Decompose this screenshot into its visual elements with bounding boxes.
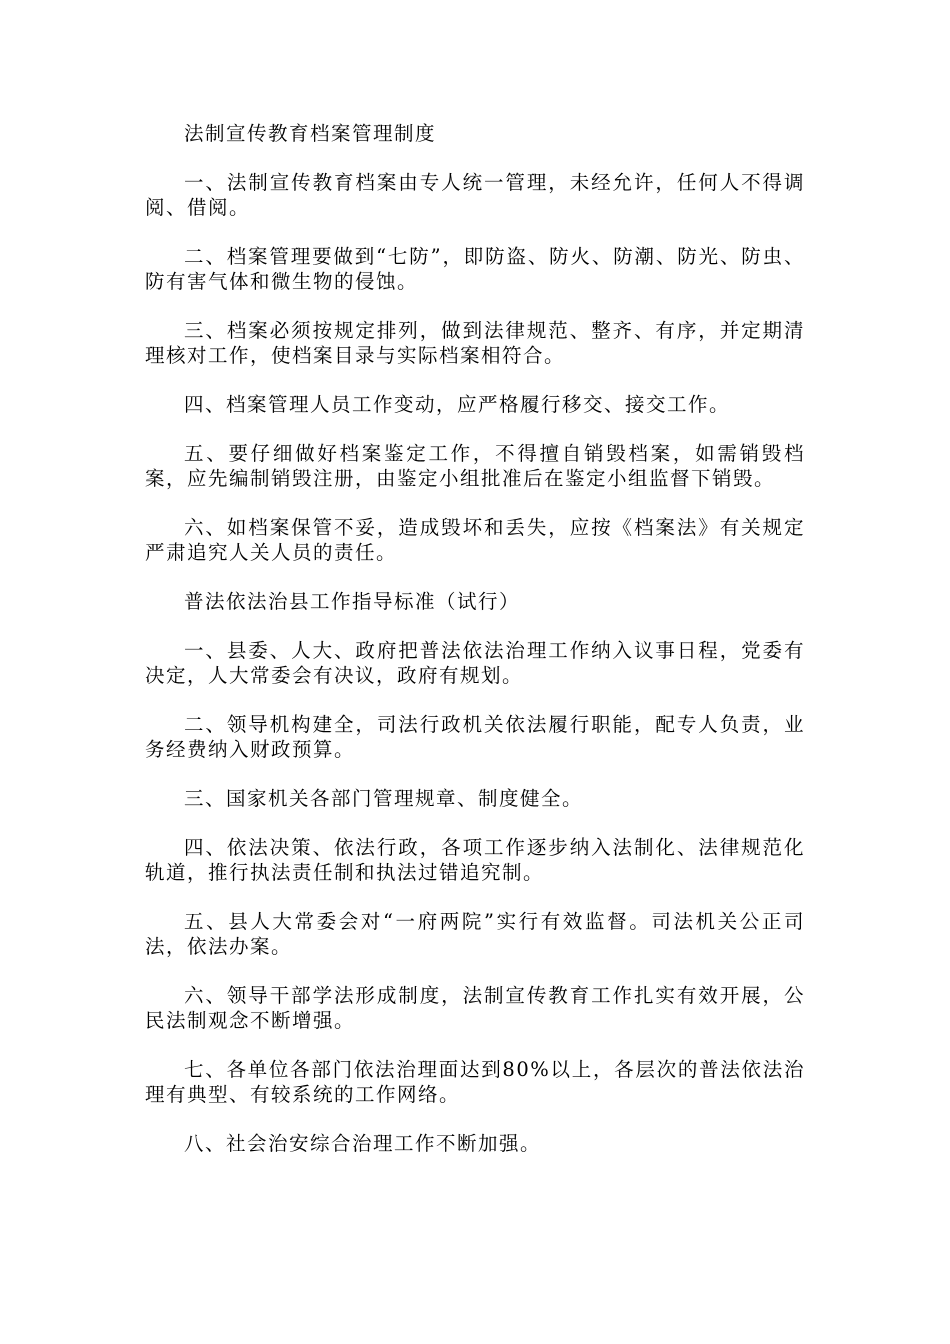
archive-rule-2: 二、档案管理要做到“七防”，即防盗、防火、防潮、防光、防虫、防有害气体和微生物的侵蚀。 xyxy=(145,245,805,293)
archive-rule-4: 四、档案管理人员工作变动，应严格履行移交、接交工作。 xyxy=(184,393,731,416)
standard-item-5: 五、县人大常委会对“一府两院”实行有效监督。司法机关公正司法，依法办案。 xyxy=(145,910,805,958)
archive-rule-6: 六、如档案保管不妥，造成毁坏和丢失，应按《档案法》有关规定严肃追究人关人员的责任。 xyxy=(145,516,805,564)
archive-rule-1: 一、法制宣传教育档案由专人统一管理，未经允许，任何人不得调阅、借阅。 xyxy=(145,171,805,219)
standard-item-8: 八、社会治安综合治理工作不断加强。 xyxy=(184,1132,542,1155)
standard-item-3: 三、国家机关各部门管理规章、制度健全。 xyxy=(184,787,584,810)
archive-rule-5: 五、要仔细做好档案鉴定工作，不得擅自销毁档案，如需销毁档案，应先编制销毁注册，由鉴定小组批准后在鉴定小组监督下销毁。 xyxy=(145,442,805,490)
section-title-archive-management: 法制宣传教育档案管理制度 xyxy=(184,122,437,145)
document-body xyxy=(145,121,805,1180)
standard-item-6: 六、领导干部学法形成制度，法制宣传教育工作扎实有效开展，公民法制观念不断增强。 xyxy=(145,984,805,1032)
standard-item-2: 二、领导机构建全，司法行政机关依法履行职能，配专人负责，业务经费纳入财政预算。 xyxy=(145,713,805,761)
section-title-county-law-standard: 普法依法治县工作指导标准（试行） xyxy=(184,590,521,613)
standard-item-7: 七、各单位各部门依法治理面达到80%以上，各层次的普法依法治理有典型、有较系统的工作网络。 xyxy=(145,1058,805,1106)
standard-item-1: 一、县委、人大、政府把普法依法治理工作纳入议事日程，党委有决定，人大常委会有决议，政府有规划。 xyxy=(145,639,805,687)
standard-item-4: 四、依法决策、依法行政，各项工作逐步纳入法制化、法律规范化轨道，推行执法责任制和执法过错追究制。 xyxy=(145,836,805,884)
archive-rule-3: 三、档案必须按规定排列，做到法律规范、整齐、有序，并定期清理核对工作，使档案目录与实际档案相符合。 xyxy=(145,319,805,367)
